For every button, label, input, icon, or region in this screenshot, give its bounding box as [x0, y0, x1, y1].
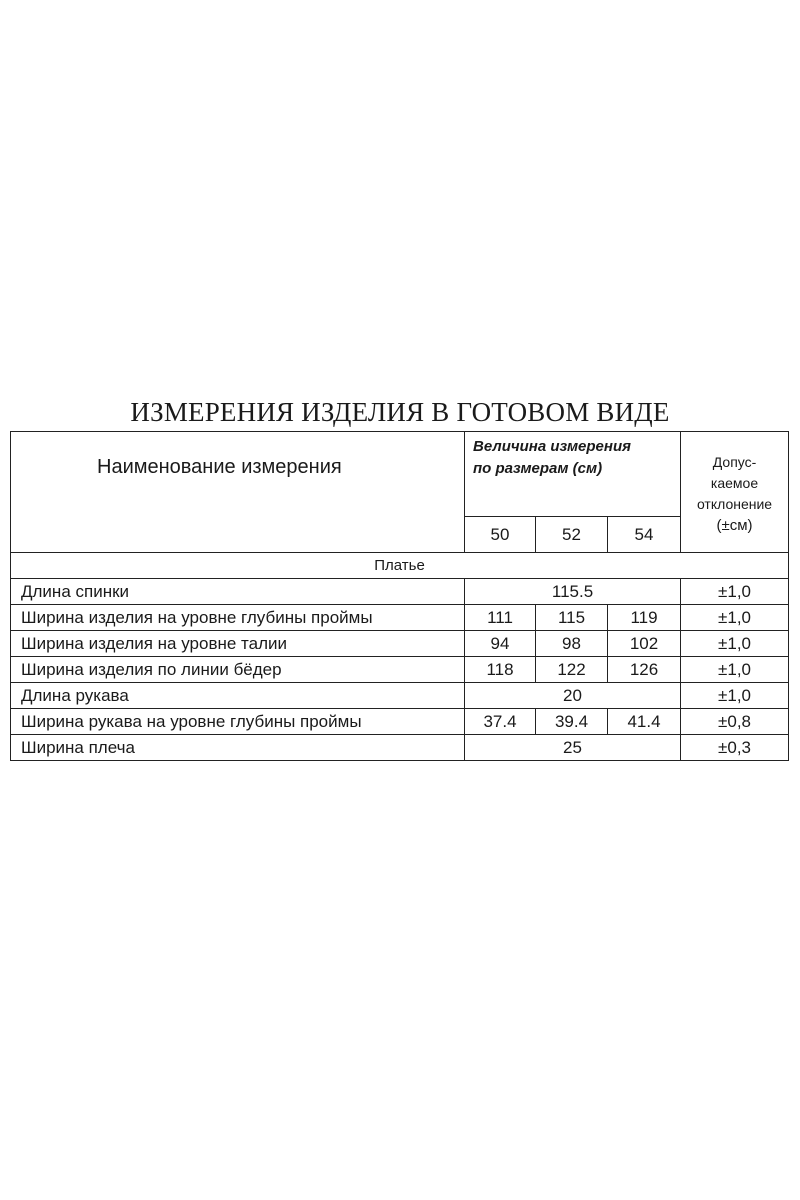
table-row — [11, 735, 789, 761]
header-sizes-cell — [465, 432, 681, 517]
row-value-size-54: 41.4 — [608, 709, 681, 735]
row-name: Длина рукава — [11, 683, 465, 709]
header-tolerance-line2: каемое — [710, 475, 759, 491]
table-row — [11, 605, 789, 631]
header-tolerance-line4: (±см) — [716, 517, 753, 534]
row-tolerance: ±1,0 — [681, 657, 789, 683]
row-name: Ширина плеча — [11, 735, 465, 761]
table-row — [11, 579, 789, 605]
header-sizes-line1: Величина измерения — [473, 438, 631, 455]
row-value-size-52: 115 — [536, 605, 608, 631]
table-row — [11, 709, 789, 735]
row-value-size-50: 37.4 — [465, 709, 536, 735]
row-value-size-54: 119 — [608, 605, 681, 631]
header-name-cell: Наименование измерения — [11, 432, 465, 553]
measurement-table — [10, 431, 789, 761]
row-tolerance: ±1,0 — [681, 683, 789, 709]
header-tolerance-cell — [681, 432, 789, 553]
row-value-size-50: 111 — [465, 605, 536, 631]
row-merged-value: 115.5 — [465, 579, 681, 605]
size-50-cell: 50 — [465, 517, 536, 553]
table-row — [11, 631, 789, 657]
row-value-size-52: 39.4 — [536, 709, 608, 735]
section-row — [11, 553, 789, 579]
row-value-size-54: 126 — [608, 657, 681, 683]
row-merged-value: 20 — [465, 683, 681, 709]
header-tolerance-line1: Допус- — [712, 454, 757, 470]
table-row — [11, 657, 789, 683]
size-54-cell: 54 — [608, 517, 681, 553]
size-52-cell: 52 — [536, 517, 608, 553]
header-row — [11, 432, 789, 517]
section-label: Платье — [11, 553, 789, 579]
row-name: Ширина изделия на уровне глубины проймы — [11, 605, 465, 631]
row-merged-value: 25 — [465, 735, 681, 761]
row-value-size-52: 98 — [536, 631, 608, 657]
row-name: Ширина изделия на уровне талии — [11, 631, 465, 657]
row-name: Длина спинки — [11, 579, 465, 605]
row-tolerance: ±1,0 — [681, 605, 789, 631]
row-name: Ширина рукава на уровне глубины проймы — [11, 709, 465, 735]
row-tolerance: ±1,0 — [681, 631, 789, 657]
row-tolerance: ±0,8 — [681, 709, 789, 735]
header-sizes-line2: по размерам (см) — [473, 460, 603, 477]
row-tolerance: ±1,0 — [681, 579, 789, 605]
row-name: Ширина изделия по линии бёдер — [11, 657, 465, 683]
row-value-size-50: 94 — [465, 631, 536, 657]
row-value-size-54: 102 — [608, 631, 681, 657]
document-title: ИЗМЕРЕНИЯ ИЗДЕЛИЯ В ГОТОВОМ ВИДЕ — [130, 397, 670, 427]
row-value-size-52: 122 — [536, 657, 608, 683]
measurement-table-body — [11, 432, 789, 761]
table-row — [11, 683, 789, 709]
row-tolerance: ±0,3 — [681, 735, 789, 761]
header-tolerance-line3: отклонение — [696, 496, 773, 512]
row-value-size-50: 118 — [465, 657, 536, 683]
